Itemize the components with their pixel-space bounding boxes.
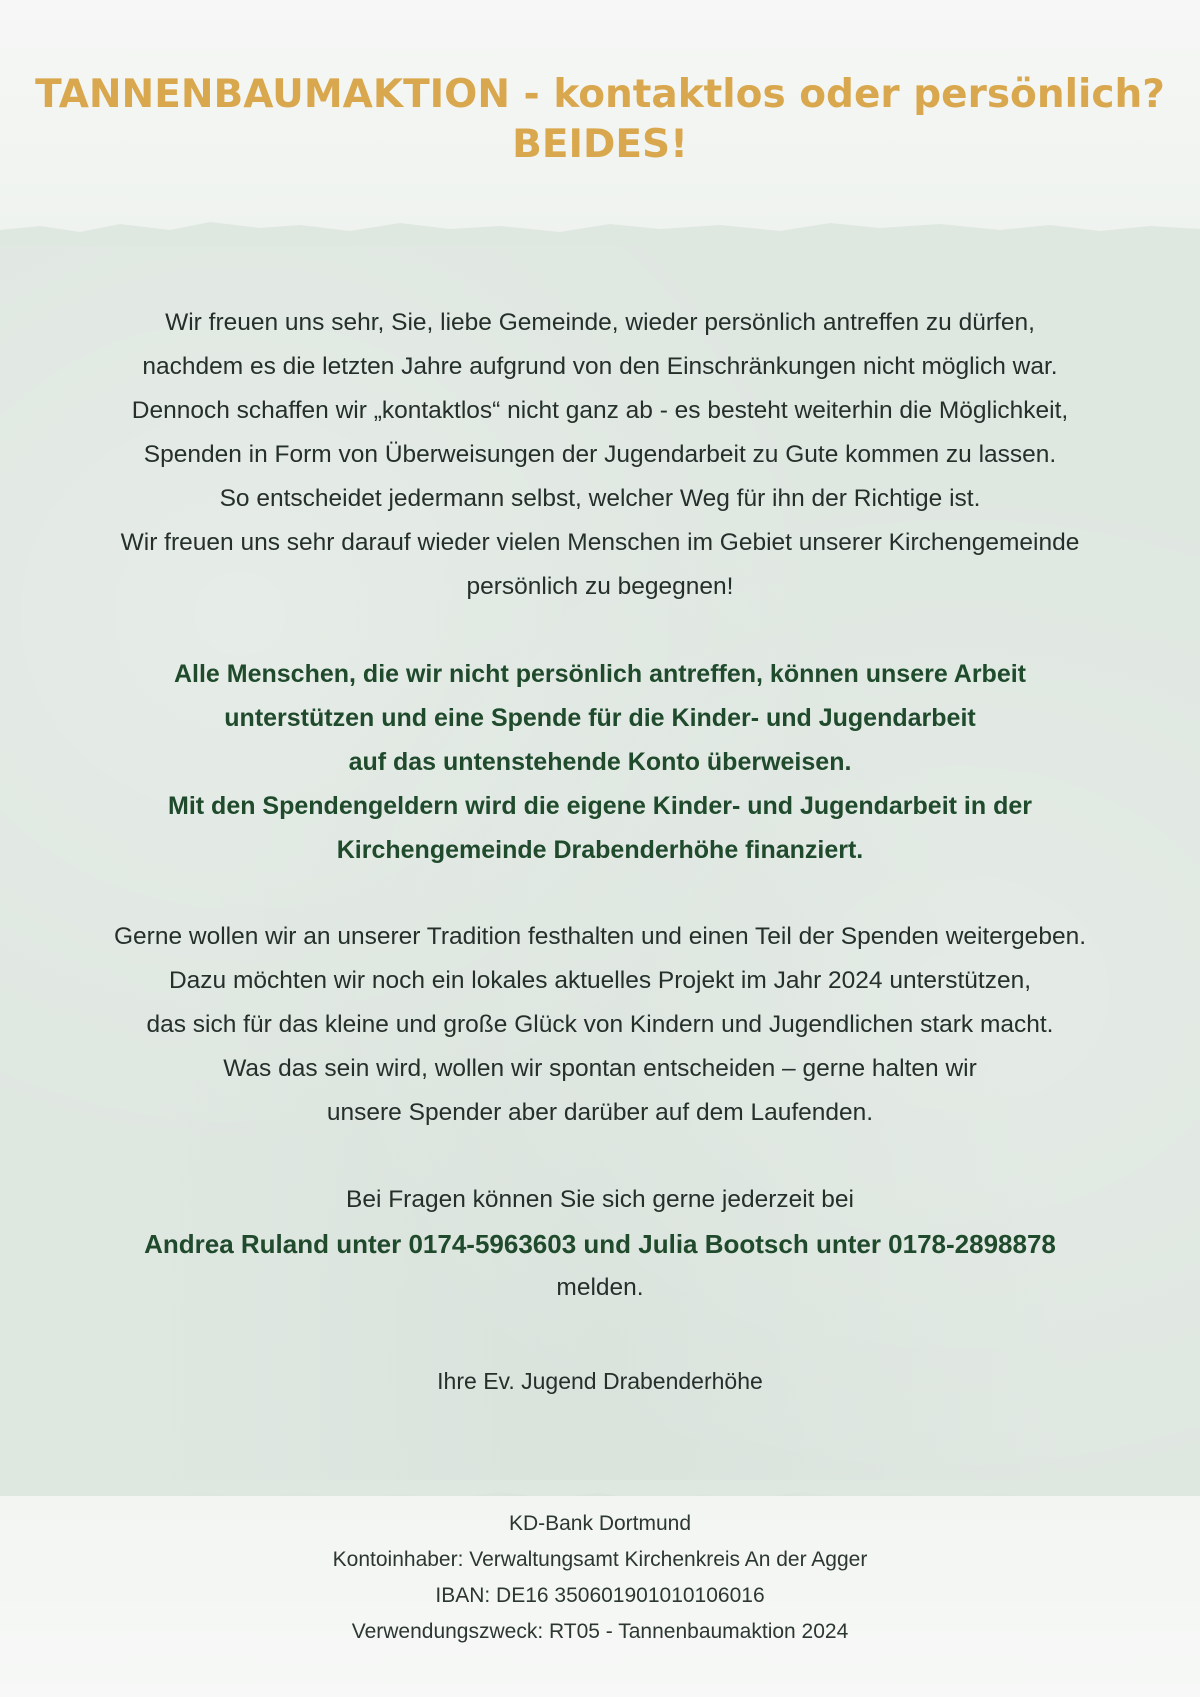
iban: IBAN: DE16 350601901010106016 <box>435 1584 765 1607</box>
tradition-line: Gerne wollen wir an unserer Tradition festhalten und einen Teil der Spenden weitergeben. <box>114 923 1086 950</box>
title-line-1: TANNENBAUMAKTION - kontaktlos oder persönlich? <box>35 72 1165 117</box>
contact-names: Andrea Ruland unter 0174-5963603 und Julia Bootsch unter 0178-2898878 <box>144 1229 1056 1259</box>
tradition-line: unsere Spender aber darüber auf dem Laufenden. <box>326 1099 874 1126</box>
highlight-line: unterstützen und eine Spende für die Kinder- und Jugendarbeit <box>224 704 976 732</box>
intro-line: Spenden in Form von Überweisungen der Jugendarbeit zu Gute kommen zu lassen. <box>143 441 1057 468</box>
contact-intro: Bei Fragen können Sie sich gerne jederzeit bei <box>345 1186 854 1213</box>
highlight-paragraph <box>60 652 1140 872</box>
tradition-line: Dazu möchten wir noch ein lokales aktuelles Projekt im Jahr 2024 unterstützen, <box>168 967 1032 994</box>
intro-line: Wir freuen uns sehr, Sie, liebe Gemeinde, wieder persönlich antreffen zu dürfen, <box>165 309 1035 336</box>
highlight-line: Kirchengemeinde Drabenderhöhe finanziert. <box>336 836 864 864</box>
intro-line: So entscheidet jedermann selbst, welcher Weg für ihn der Richtige ist. <box>219 485 981 512</box>
contact-outro: melden. <box>556 1274 644 1301</box>
signature <box>60 1359 1140 1403</box>
tradition-line: das sich für das kleine und große Glück von Kindern und Jugendlichen stark macht. <box>146 1011 1054 1038</box>
intro-line: Dennoch schaffen wir „kontaktlos“ nicht ganz ab - es besteht weiterhin die Möglichkeit, <box>131 397 1069 424</box>
account-holder: Kontoinhaber: Verwaltungsamt Kirchenkreis An der Agger <box>332 1548 868 1571</box>
signature-text: Ihre Ev. Jugend Drabenderhöhe <box>437 1368 763 1394</box>
highlight-line: auf das untenstehende Konto überweisen. <box>348 748 852 776</box>
intro-line: Wir freuen uns sehr darauf wieder vielen Menschen im Gebiet unserer Kirchengemeinde <box>120 529 1080 556</box>
highlight-line: Mit den Spendengeldern wird die eigene Kinder- und Jugendarbeit in der <box>168 792 1032 820</box>
intro-line: persönlich zu begegnen! <box>466 573 734 600</box>
highlight-line: Alle Menschen, die wir nicht persönlich antreffen, können unsere Arbeit <box>173 660 1026 688</box>
contact-paragraph <box>60 1178 1140 1310</box>
torn-edge-top <box>0 216 1200 246</box>
bank-name: KD-Bank Dortmund <box>508 1512 692 1535</box>
payment-purpose: Verwendungszweck: RT05 - Tannenbaumaktion 2024 <box>351 1620 849 1643</box>
bank-details <box>0 1506 1200 1650</box>
tradition-line: Was das sein wird, wollen wir spontan entscheiden – gerne halten wir <box>223 1055 977 1082</box>
tradition-paragraph <box>60 915 1140 1135</box>
intro-paragraph <box>60 301 1140 609</box>
page-title <box>0 70 1200 170</box>
intro-line: nachdem es die letzten Jahre aufgrund von den Einschränkungen nicht möglich war. <box>142 353 1058 380</box>
title-line-2: BEIDES! <box>512 122 688 167</box>
